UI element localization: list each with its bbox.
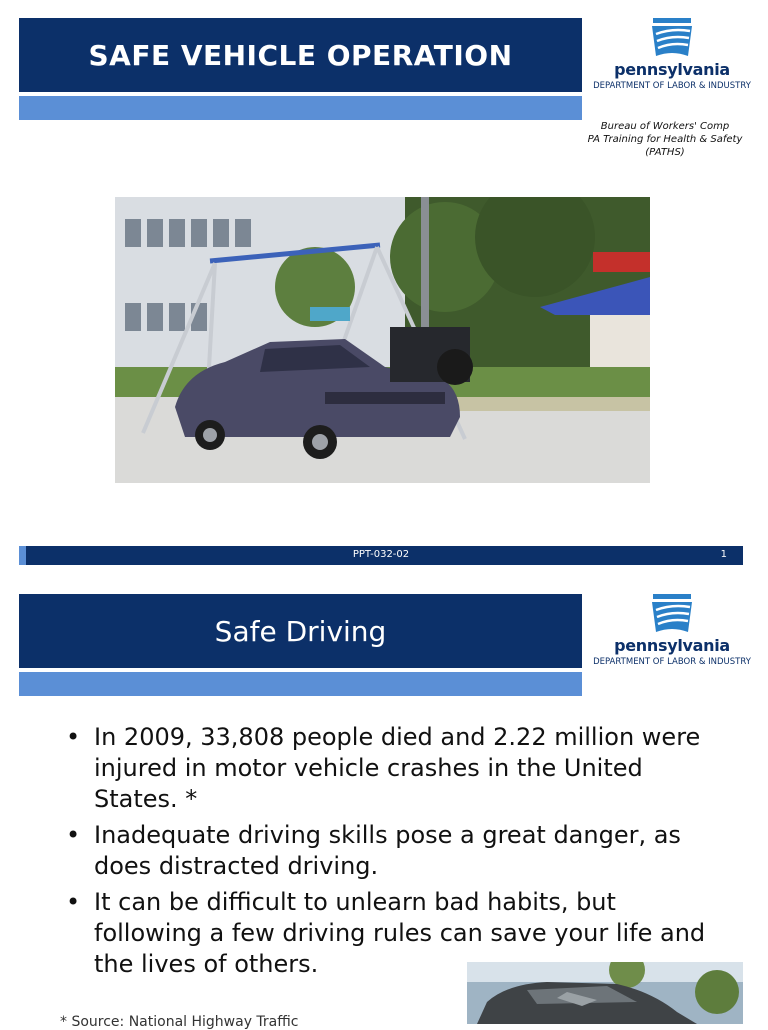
slide1-title: SAFE VEHICLE OPERATION xyxy=(19,18,582,92)
bullet-list xyxy=(60,722,720,985)
bureau-line: Bureau of Workers' Comp xyxy=(600,121,730,132)
bullet-dot: • xyxy=(66,888,81,916)
bullet-text: It can be difficult to unlearn bad habits, but following a few driving rules can save your life and the lives of others. xyxy=(94,888,706,978)
bullet-dot: • xyxy=(66,723,81,751)
overloaded-car-photo xyxy=(115,197,650,483)
logo-department: DEPARTMENT OF LABOR & INDUSTRY xyxy=(593,81,751,91)
bullet-item xyxy=(60,722,720,815)
slide2-title: Safe Driving xyxy=(19,594,582,668)
footer-page-number: 1 xyxy=(720,549,727,560)
bureau-line: (PATHS) xyxy=(645,147,685,158)
logo-department: DEPARTMENT OF LABOR & INDUSTRY xyxy=(593,657,751,667)
bureau-line: PA Training for Health & Safety xyxy=(587,134,743,145)
keystone-icon xyxy=(650,594,694,634)
bullet-text: Inadequate driving skills pose a great danger, as does distracted driving. xyxy=(94,821,681,880)
logo-wordmark: pennsylvania xyxy=(614,636,730,655)
crashed-car-photo xyxy=(467,962,743,1024)
footer-slide-code: PPT-032-02 xyxy=(352,549,410,560)
slide2-pa-logo xyxy=(582,594,762,667)
bullet-text: In 2009, 33,808 people died and 2.22 million were injured in motor vehicle crashes in the United States. * xyxy=(94,723,701,813)
keystone-icon xyxy=(650,18,694,58)
slide1-pa-logo xyxy=(582,18,762,91)
slide1-title-accent-bar xyxy=(19,96,582,120)
footnote-source: * Source: National Highway Traffic xyxy=(60,1014,299,1030)
logo-wordmark: pennsylvania xyxy=(614,60,730,79)
bullet-item xyxy=(60,820,720,882)
slide2-title-accent-bar xyxy=(19,672,582,696)
slide1-footer xyxy=(19,546,743,565)
bullet-dot: • xyxy=(66,821,81,849)
bureau-credit xyxy=(575,120,755,159)
